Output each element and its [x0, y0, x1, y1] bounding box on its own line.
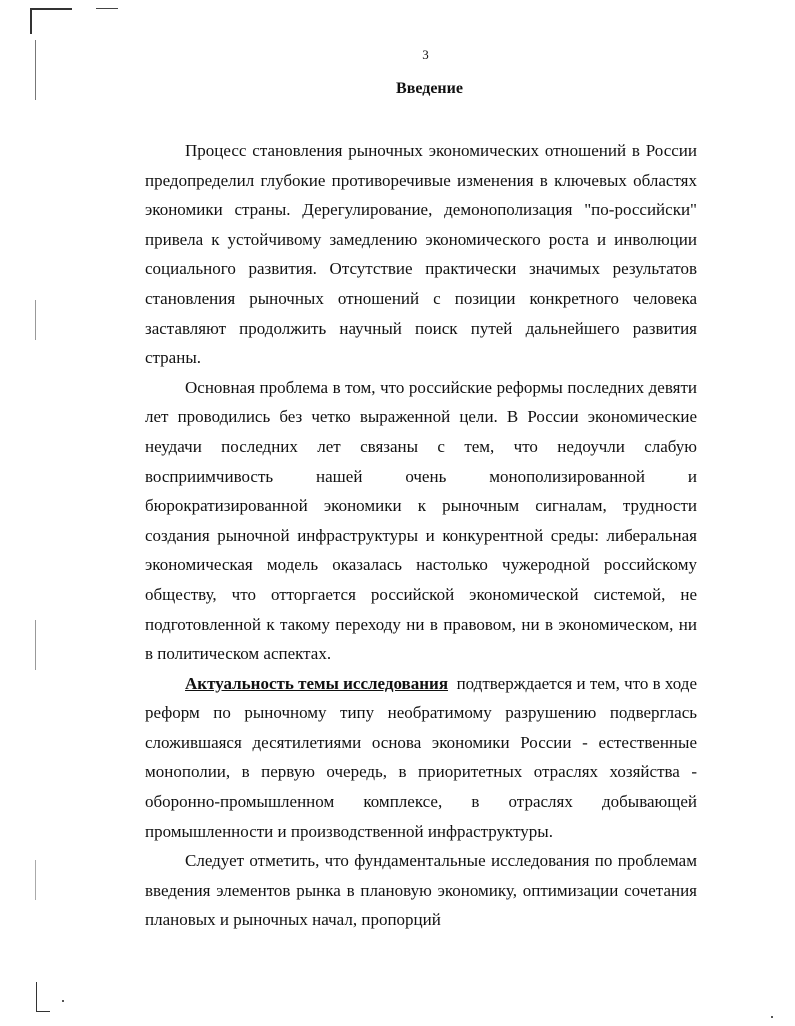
scan-mark [96, 8, 118, 9]
scan-mark [30, 8, 32, 34]
scan-mark [62, 1000, 64, 1002]
body-text [145, 136, 697, 935]
paragraph: Процесс становления рыночных экономических отношений в России предопределил глубокие противоречивые изменения в ключевых областях экономики страны. Дерегулирование, демонополизация "по-российски" привела к устойчивому замедлению экономического роста и инволюции социального развития. Отсутствие практически значимых результатов становления рыночных отношений с позиции конкретного человека заставляют продолжить научный поиск путей дальнейшего развития страны. [145, 141, 697, 368]
paragraph [145, 669, 697, 847]
scan-mark [35, 860, 36, 900]
scan-mark [771, 1016, 773, 1018]
scan-mark [36, 1011, 50, 1012]
scan-mark [35, 300, 36, 340]
paragraph: Следует отметить, что фундаментальные исследования по проблемам введения элементов рынка в плановую экономику, оптимизации сочетания плановых и рыночных начал, пропорций [145, 851, 697, 930]
relevance-heading: Актуальность темы исследования [185, 673, 449, 693]
paragraph: Основная проблема в том, что российские реформы последних девяти лет проводились без четко выраженной цели. В России экономические неудачи последних лет связаны с тем, что недоучли слабую восприимчивость нашей очень монополизированной и бюрократизированной экономики к рыночным сигналам, трудности создания рыночной инфраструктуры и конкурентной среды: либеральная экономическая модель оказалась настолько чужеродной российскому обществу, что отторгается российской экономической системой, не подготовленной к такому переходу ни в правовом, ни в экономическом, ни в политическом аспектах. [145, 377, 697, 664]
scan-mark [35, 620, 36, 670]
scan-mark [30, 8, 72, 10]
page-title: Введение [396, 80, 463, 97]
page-number: 3 [422, 47, 429, 62]
paragraph-text: подтверждается и тем, что в ходе реформ по рыночному типу необратимому разрушению подверглась сложившаяся десятилетиями основа экономики России - естественные монополии, в первую очередь, в приоритетных отраслях хозяйства - оборонно-промышленном комплексе, в отраслях добывающей промышленности и производственной инфраструктуры. [145, 673, 697, 841]
scan-mark [36, 982, 37, 1012]
